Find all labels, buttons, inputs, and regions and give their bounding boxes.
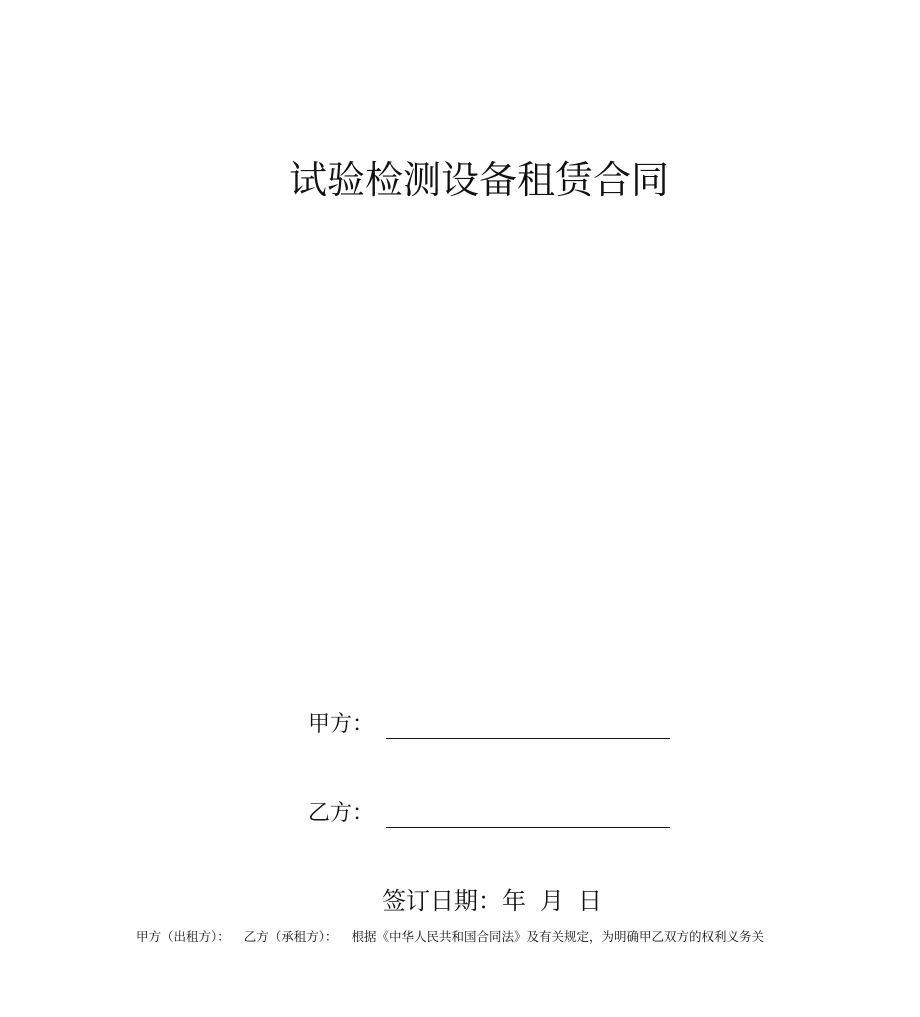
sign-date-year: 年 bbox=[502, 887, 526, 915]
sign-date-month: 月 bbox=[540, 887, 564, 915]
sign-date-label: 签订日期： bbox=[382, 887, 502, 915]
party-a-row bbox=[308, 710, 672, 742]
contract-title: 试验检测设备租赁合同 bbox=[289, 158, 670, 202]
lessor-label: 甲方（出租方）： bbox=[136, 929, 230, 944]
contract-first-line bbox=[136, 928, 764, 946]
party-a-label: 甲方： bbox=[308, 712, 375, 737]
party-a-blank-line bbox=[386, 738, 670, 739]
sign-date bbox=[382, 885, 602, 917]
party-b-row bbox=[308, 799, 672, 831]
lessee-label: 乙方（承租方）： bbox=[243, 929, 338, 944]
preamble-text: 根据《中华人民共和国合同法》及有关规定，为明确甲乙双方的权利义务关 bbox=[351, 929, 765, 944]
party-b-blank-line bbox=[386, 827, 670, 828]
party-b-label: 乙方： bbox=[308, 801, 375, 826]
sign-date-day: 日 bbox=[578, 887, 602, 915]
